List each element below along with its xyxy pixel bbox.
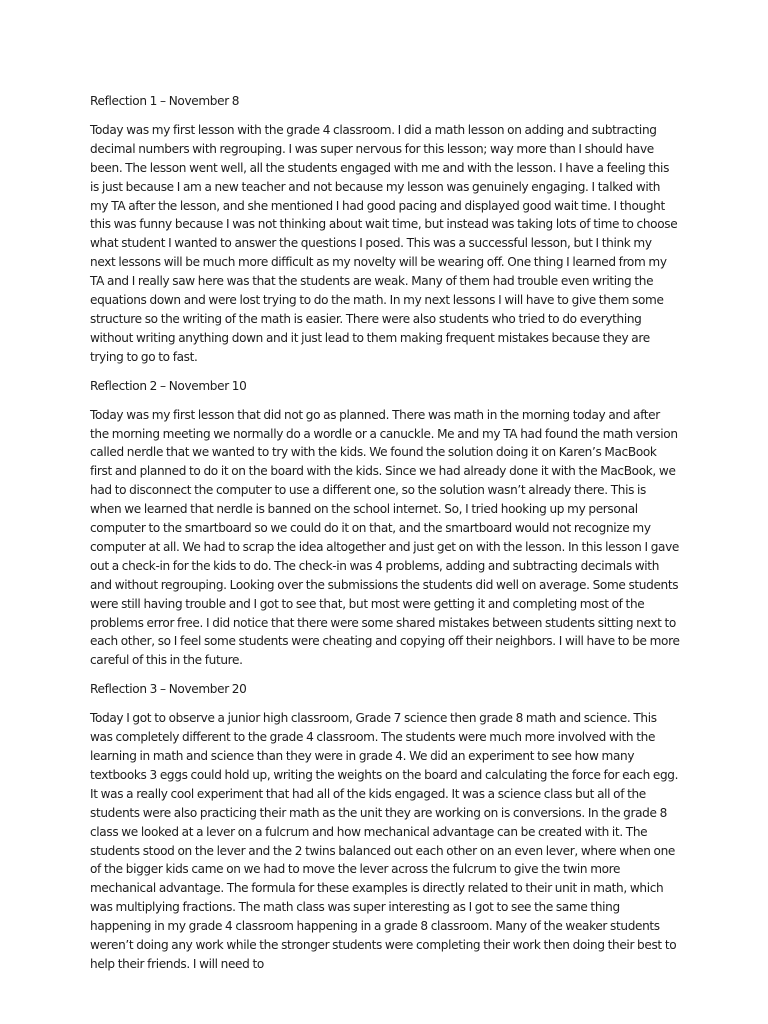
document-page [90,92,680,984]
reflection-2-body: Today was my first lesson that did not go as planned. There was math in the morning today and after the morning meeting we normally do a wordle or a canuckle. Me and my TA had found the math version called nerdle that we wanted to try with the kids. We found the solution doing it on Karen’s MacBook first and planned to do it on the board with the kids. Since we had already done it with the MacBook, we had to disconnect the computer to use a different one, so the solution wasn’t already there. This is when we learned that nerdle is banned on the school internet. So, I tried hooking up my personal computer to the smartboard so we could do it on that, and the smartboard would not recognize my computer at all. We had to scrap the idea altogether and just get on with the lesson. In this lesson I gave out a check-in for the kids to do. The check-in was 4 problems, adding and subtracting decimals with and without regrouping. Looking over the submissions the students did well on average. Some students were still having trouble and I got to see that, but most were getting it and completing most of the problems error free. I did notice that there were some shared mistakes between students sitting next to each other, so I feel some students were cheating and copying off their neighbors. I will have to be more careful of this in the future. [90,407,680,668]
reflection-3-heading: Reflection 3 – November 20 [90,682,247,697]
reflection-2-heading: Reflection 2 – November 10 [90,378,247,393]
reflection-1-heading: Reflection 1 – November 8 [90,94,240,108]
reflection-3-body: Today I got to observe a junior high classroom, Grade 7 science then grade 8 math and science. This was completely different to the grade 4 classroom. The students were much more involved with the learning in math and science than they were in grade 4. We did an experiment to see how many textbooks 3 eggs could hold up, writing the weights on the board and calculating the force for each egg. It was a really cool experiment that had all of the kids engaged. It was a science class but all of the students were also practicing their math as the unit they are working on is conversions. In the grade 8 class we looked at a lever on a fulcrum and how mechanical advantage can be created with it. The students stood on the lever and the 2 twins balanced out each other on an even lever, where when one of the bigger kids came on we had to move the lever across the fulcrum to give the twin more mechanical advantage. The formula for these examples is directly related to their unit in math, which was multiplying fractions. The math class was super interesting as I got to see the same thing happening in my grade 4 classroom happening in a grade 8 classroom. Many of the weaker students weren’t doing any work while the stronger students were completing their work then doing their best to help their friends. I will need to [90,711,679,971]
reflection-1-body: Today was my first lesson with the grade 4 classroom. I did a math lesson on adding and subtracting decimal numbers with regrouping. I was super nervous for this lesson; way more than I should have been. The lesson went well, all the students engaged with me and with the lesson. I have a feeling this is just because I am a new teacher and not because my lesson was genuinely engaging. I talked with my TA after the lesson, and she mentioned I had good pacing and displayed good wait time. I thought this was funny because I was not thinking about wait time, but instead was taking lots of time to choose what student I wanted to answer the questions I posed. This was a successful lesson, but I think my next lessons will be much more difficult as my novelty will be wearing off. One thing I learned from my TA and I really saw here was that the students are weak. Many of them had trouble even writing the equations down and were lost trying to do the math. In my next lessons I will have to give them some structure so the writing of the math is easier. There were also students who tried to do everything without writing anything down and it just lead to them making frequent mistakes because they are trying to go to fast. [90,122,678,364]
